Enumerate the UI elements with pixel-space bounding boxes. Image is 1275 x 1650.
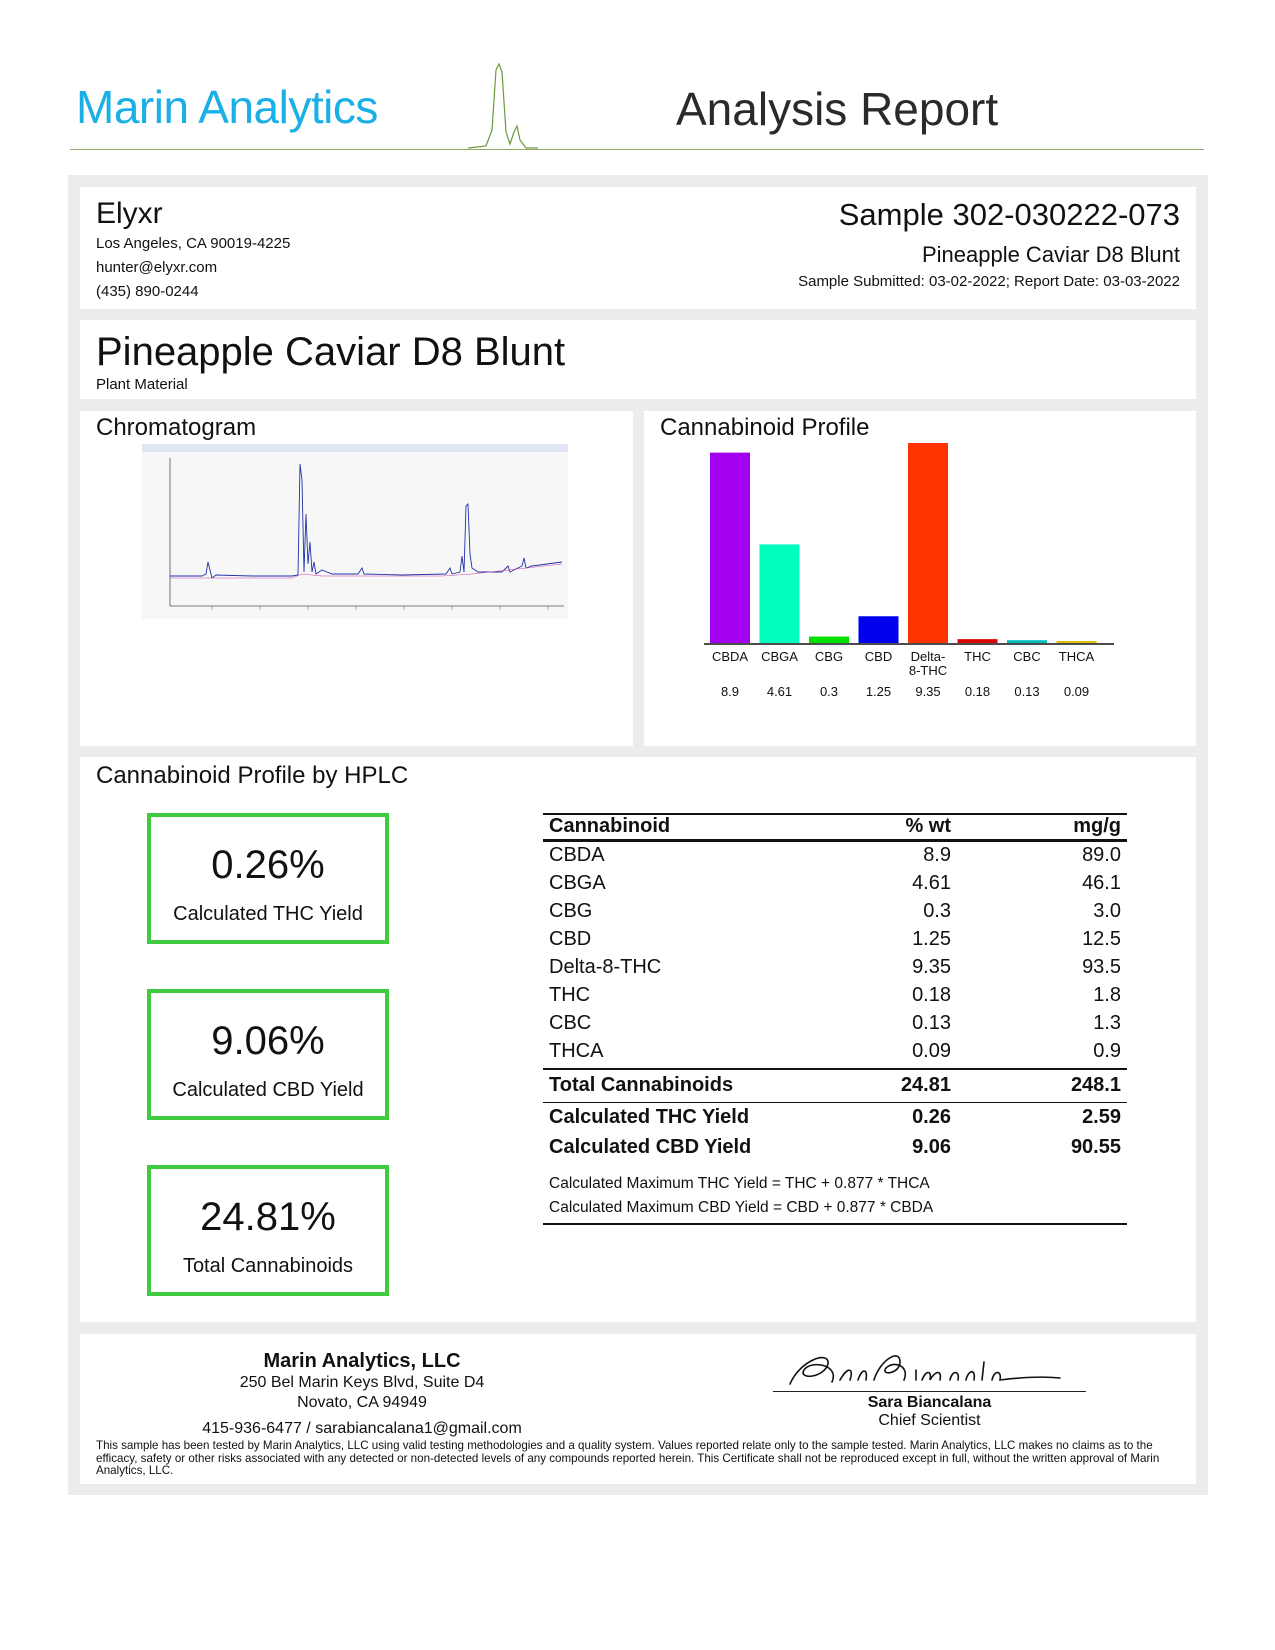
total-cannabinoids-box [147,1165,389,1296]
hplc-title: Cannabinoid Profile by HPLC [96,762,409,789]
total-cannabinoids-label: Total Cannabinoids [182,1255,354,1277]
brand-logo-text: Marin Analytics [76,81,378,133]
table-header-rule [543,839,1127,842]
row-name: CBGA [549,872,606,894]
cbd-yield-row-percent: 9.06 [912,1136,951,1158]
data-label: 8.9 [720,684,740,699]
cbd-yield-label: Calculated CBD Yield [172,1079,364,1101]
tick-label: THCA [1058,649,1095,664]
row-name: CBD [549,928,592,950]
hplc-panel [80,757,1196,1322]
table-row [543,900,1127,929]
thc-yield-box [147,813,389,944]
table-row [543,928,1127,957]
row-percent: 0.09 [912,1040,951,1062]
cannabinoid-profile-chart [644,411,1196,746]
table-row [543,844,1127,873]
chromatogram-peak-logo-icon [468,60,538,152]
thc-yield-row-mg: 2.59 [1082,1106,1121,1128]
row-percent: 0.13 [912,1012,951,1034]
data-label: 0.18 [964,684,991,699]
row-mg: 3.0 [1093,900,1121,922]
tick-label: CBGA [761,649,798,664]
totals-sub-rule [543,1102,1127,1103]
tick-label: THC [964,649,991,664]
tick-label: 8-THC [908,663,948,678]
total-cannabinoids-value: 24.81% [200,1195,336,1239]
row-name: CBG [549,900,593,922]
chromatogram-panel [80,411,633,746]
signatory-title: Chief Scientist [878,1412,981,1429]
data-label: 1.25 [865,684,892,699]
total-label: Total Cannabinoids [549,1074,734,1096]
data-label: 0.09 [1063,684,1090,699]
cbd-formula: Calculated Maximum CBD Yield = CBD + 0.877 * CBDA [549,1199,934,1216]
client-info-panel [80,187,1196,309]
header-mg-g: mg/g [1073,815,1121,837]
row-percent: 9.35 [912,956,951,978]
lab-address-line2: Novato, CA 94949 [297,1394,427,1411]
row-percent: 4.61 [912,872,951,894]
row-name: THC [549,984,591,1006]
disclaimer: This sample has been tested by Marin Analytics, LLC using valid testing methodologies and a quality system. Values reported relate only to the sample tested. Marin Analytics, LLC makes no claims as to the efficacy, safety or other risks associated with any detected or non-detected levels of any compounds reported herein. This Certificate shall not be reproduced except in full, without the written approval of Marin Analytics, LLC. [96,1439,1160,1478]
row-name: CBC [549,1012,592,1034]
lab-name: Marin Analytics, LLC [263,1350,461,1372]
tick-label: Delta- [910,649,946,664]
row-name: CBDA [549,844,605,866]
total-percent: 24.81 [900,1074,951,1096]
row-mg: 12.5 [1082,928,1121,950]
report-title: Analysis Report [676,83,999,135]
row-mg: 1.8 [1093,984,1121,1006]
bar-delta-8-thc [908,443,948,643]
data-label: 0.3 [819,684,839,699]
data-label: 9.35 [915,684,941,699]
chromatogram-image [142,444,568,619]
header-cannabinoid: Cannabinoid [549,815,671,837]
row-percent: 0.3 [923,900,951,922]
client-name: Elyxr [96,197,163,230]
tick-label: CBD [864,649,893,664]
tick-label: CBC [1013,649,1041,664]
bar-cbc [1007,640,1047,643]
thc-formula: Calculated Maximum THC Yield = THC + 0.877 * THCA [549,1175,930,1192]
client-email: hunter@elyxr.com [96,259,218,276]
thc-yield-row [543,1106,1127,1135]
table-row [543,1040,1127,1069]
thc-yield-row-percent: 0.26 [912,1106,951,1128]
row-mg: 93.5 [1082,956,1121,978]
thc-yield-value: 0.26% [211,843,325,887]
cbd-yield-value: 9.06% [211,1019,325,1063]
sample-dates: Sample Submitted: 03-02-2022; Report Date: 03-03-2022 [798,273,1180,290]
bar-cbd [859,616,899,643]
client-phone: (435) 890-0244 [96,283,199,300]
table-row [543,984,1127,1013]
sample-name: Pineapple Caviar D8 Blunt [921,242,1180,267]
client-address: Los Angeles, CA 90019-4225 [96,235,291,252]
row-mg: 0.9 [1093,1040,1121,1062]
sample-id: Sample 302-030222-073 [838,197,1180,232]
totals-rule [543,1068,1127,1070]
row-mg: 46.1 [1082,872,1121,894]
row-name: THCA [549,1040,604,1062]
cannabinoid-profile-chart-panel [644,411,1196,746]
tick-label: CBG [814,649,844,664]
bar-cbga [760,544,800,643]
row-percent: 8.9 [923,844,951,866]
total-mg: 248.1 [1070,1074,1121,1096]
bar-thca [1057,641,1097,643]
table-row [543,1012,1127,1041]
cbd-yield-row-label: Calculated CBD Yield [549,1136,752,1158]
product-type: Plant Material [96,376,188,393]
header-percent-wt: % wt [905,815,951,837]
table-row [543,872,1127,901]
row-mg: 1.3 [1093,1012,1121,1034]
bar-cbda [710,453,750,643]
signatory-name: Sara Biancalana [867,1394,992,1411]
total-cannabinoids-row [543,1074,1127,1103]
data-label: 4.61 [766,684,793,699]
thc-yield-label: Calculated THC Yield [173,903,363,925]
row-percent: 1.25 [912,928,951,950]
cbd-yield-row-mg: 90.55 [1070,1136,1121,1158]
chromatogram-title: Chromatogram [96,414,257,441]
lab-contact: 415-936-6477 / sarabiancalana1@gmail.com [202,1420,522,1437]
lab-address-line1: 250 Bel Marin Keys Blvd, Suite D4 [239,1374,485,1391]
tick-label: CBDA [711,649,749,664]
data-label: 0.13 [1014,684,1040,699]
row-mg: 89.0 [1082,844,1121,866]
row-percent: 0.18 [912,984,951,1006]
header-divider [70,149,1204,150]
table-row [543,956,1127,985]
product-panel [80,320,1196,399]
table-bottom-rule [543,1223,1127,1225]
thc-yield-row-label: Calculated THC Yield [549,1106,750,1128]
chart-title: Cannabinoid Profile [660,414,870,441]
bar-cbg [809,637,849,643]
product-name: Pineapple Caviar D8 Blunt [96,330,566,374]
cbd-yield-row [543,1136,1127,1165]
signature-line [773,1391,1086,1392]
row-name: Delta-8-THC [549,956,662,978]
bar-thc [958,639,998,643]
cbd-yield-box [147,989,389,1120]
